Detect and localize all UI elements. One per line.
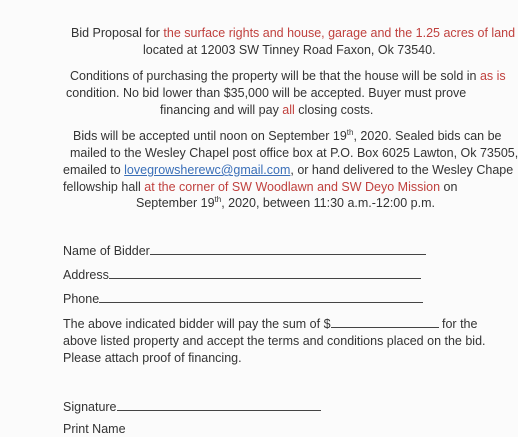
bid-amount-field[interactable]: [331, 316, 439, 328]
email-link[interactable]: lovegrowsherewc@gmail.com: [124, 163, 291, 177]
bidder-name-field[interactable]: [150, 243, 426, 255]
signature-label: Signature: [63, 400, 117, 414]
phone-field[interactable]: [99, 291, 423, 303]
bidder-name-label: Name of Bidder: [63, 244, 150, 258]
bids-text-3a: emailed to: [63, 163, 125, 177]
conditions-text-3b: closing costs.: [294, 103, 374, 117]
bids-line-5: [136, 195, 435, 211]
all-highlight: all: [282, 103, 295, 117]
phone-row: [63, 291, 423, 307]
location-highlight: at the corner of SW Woodlawn and SW Deyo Mission: [144, 180, 441, 194]
bids-text-1a: Bids will be accepted until noon on September 19: [73, 129, 347, 143]
bids-text-4b: on: [440, 180, 458, 194]
bids-line-1: [73, 128, 502, 144]
phone-label: Phone: [63, 292, 100, 306]
signature-row: [63, 399, 321, 415]
conditions-text: Conditions of purchasing the property will be that the house will be sold in: [70, 69, 480, 83]
bids-text-1b: , 2020. Sealed bids can be: [353, 129, 502, 143]
conditions-line-1: [70, 68, 506, 84]
intro-line-2: located at 12003 SW Tinney Road Faxon, Ok 73540.: [143, 43, 436, 57]
address-label: Address: [63, 268, 109, 282]
bids-text-5a: September 19: [136, 196, 215, 210]
bids-line-3: [63, 162, 513, 178]
signature-field[interactable]: [117, 399, 321, 411]
bids-text-4a: fellowship hall: [63, 180, 145, 194]
ordinal-suffix: th: [214, 194, 222, 204]
address-row: [63, 267, 421, 283]
sum-text-b: for the: [438, 317, 478, 331]
sum-text-a: The above indicated bidder will pay the sum of $: [63, 317, 331, 331]
ordinal-suffix: th: [346, 127, 354, 137]
intro-line-1: [71, 25, 515, 41]
bids-text-5b: , 2020, between 11:30 a.m.-12:00 p.m.: [221, 196, 435, 210]
bids-line-4: [63, 179, 457, 195]
print-name-label: Print Name: [63, 422, 126, 436]
intro-text: Bid Proposal for: [71, 26, 164, 40]
conditions-line-2: condition. No bid lower than $35,000 will be accepted. Buyer must prove: [66, 86, 467, 100]
bids-line-2: mailed to the Wesley Chapel post office box at P.O. Box 6025 Lawton, Ok 73505,: [70, 146, 518, 160]
sum-line-3: Please attach proof of financing.: [63, 351, 242, 365]
bids-text-3b: , or hand delivered to the Wesley Chape: [290, 163, 514, 177]
print-name-row: [63, 421, 126, 437]
address-field[interactable]: [109, 267, 421, 279]
as-is-highlight: as is: [479, 69, 506, 83]
property-description: the surface rights and house, garage and the 1.25 acres of land: [163, 26, 516, 40]
bidder-name-row: [63, 243, 426, 259]
conditions-line-3: [160, 102, 373, 118]
conditions-text-3a: financing and will pay: [160, 103, 283, 117]
sum-line-1: [63, 316, 477, 332]
sum-line-2: above listed property and accept the terms and conditions placed on the bid.: [63, 334, 486, 348]
